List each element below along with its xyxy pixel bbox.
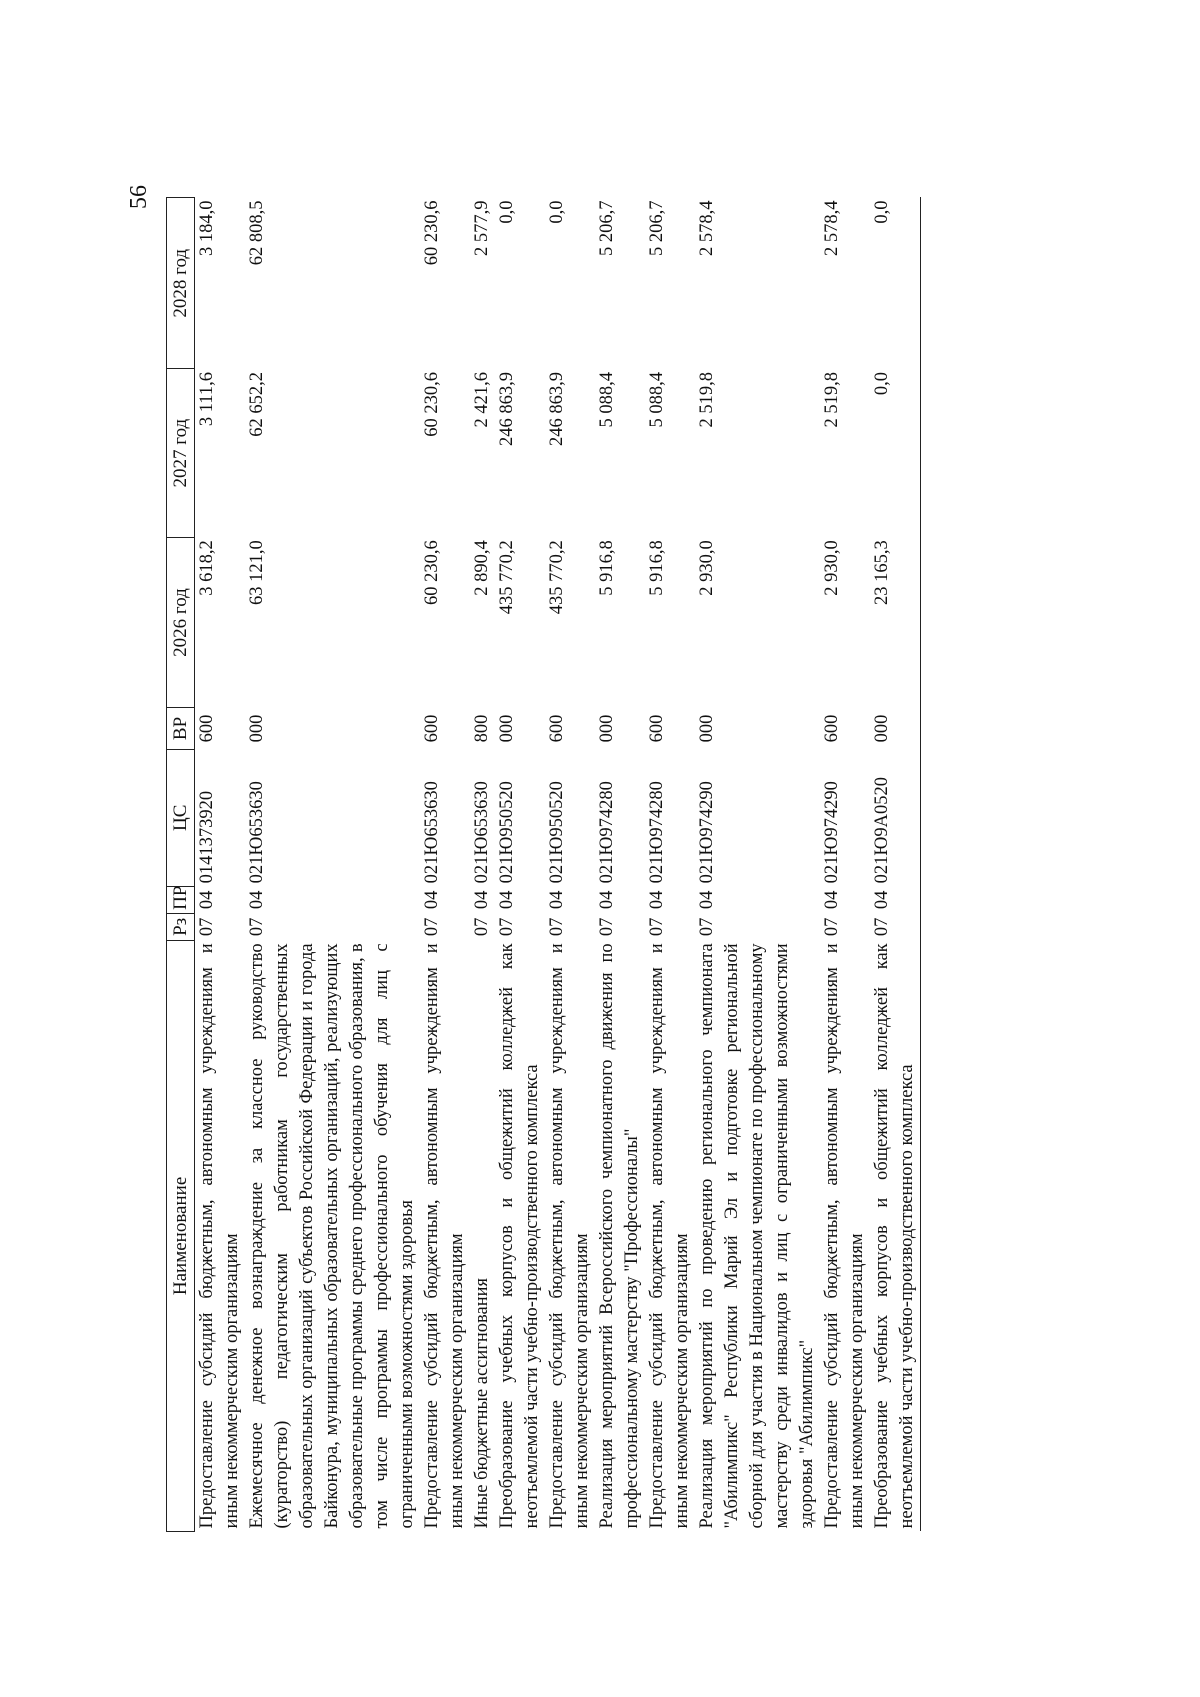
row-pr: 04	[697, 890, 717, 910]
row-2027: 246 863,9	[547, 372, 567, 446]
row-name: Предоставление субсидий бюджетным, автономным учреждениям и иным некоммерческим организациям	[822, 943, 867, 1529]
row-rz: 07	[247, 917, 267, 937]
row-rz: 07	[870, 913, 921, 940]
row-2026: 60 230,6	[422, 540, 442, 606]
row-rz: 07	[597, 917, 617, 937]
row-2027: 3 111,6	[197, 372, 217, 427]
row-2028: 60 230,6	[422, 200, 442, 266]
row-vr: 600	[547, 714, 567, 743]
row-name: Преобразование учебных корпусов и общежитий колледжей как неотъемлемой части учебно-производственного комплекса	[870, 940, 921, 1531]
row-2028: 2 578,4	[697, 200, 717, 256]
row-2027: 60 230,6	[422, 372, 442, 437]
row-cs: 021Ю653630	[422, 781, 442, 884]
row-2026: 2 930,0	[697, 540, 717, 596]
row-vr: 800	[472, 714, 492, 743]
table-row	[495, 198, 545, 1532]
row-pr: 04	[247, 890, 267, 910]
table-row	[420, 198, 470, 1532]
table-row	[870, 198, 921, 1532]
row-2026: 5 916,8	[647, 540, 667, 596]
row-2028: 5 206,7	[647, 200, 667, 256]
row-vr: 000	[597, 714, 617, 743]
budget-table	[166, 197, 921, 1532]
table-row	[645, 198, 695, 1532]
page-number: 56	[126, 185, 152, 209]
row-rz: 07	[822, 917, 842, 937]
row-cs: 021Ю974280	[597, 781, 617, 884]
table-header-row	[167, 198, 195, 1532]
row-pr: 04	[497, 890, 517, 910]
row-cs: 021Ю653630	[247, 781, 267, 884]
header-name: Наименование	[167, 940, 195, 1531]
header-2026: 2026 год	[167, 537, 195, 707]
row-cs: 021Ю974280	[647, 781, 667, 884]
table-row	[695, 198, 820, 1532]
row-2026: 3 618,2	[197, 540, 217, 596]
row-cs: 021Ю9А0520	[870, 749, 921, 886]
header-pr: ПР	[167, 886, 195, 913]
row-2028: 0,0	[870, 198, 921, 370]
table-body	[195, 198, 921, 1532]
row-vr: 600	[197, 714, 217, 743]
row-2026: 63 121,0	[247, 540, 267, 606]
row-cs: 021Ю653630	[472, 781, 492, 884]
row-rz: 07	[497, 917, 517, 937]
row-pr: 04	[822, 890, 842, 910]
row-2028: 2 578,4	[822, 200, 842, 256]
row-vr: 600	[647, 714, 667, 743]
row-2026: 435 770,2	[547, 540, 567, 615]
row-pr: 04	[422, 890, 442, 910]
row-rz: 07	[197, 917, 217, 937]
row-name: Предоставление субсидий бюджетным, автономным учреждениям и иным некоммерческим организациям	[422, 943, 467, 1529]
row-2026: 435 770,2	[497, 540, 517, 615]
row-pr: 04	[547, 890, 567, 910]
row-2026: 2 930,0	[822, 540, 842, 596]
row-cs: 021Ю950520	[547, 781, 567, 884]
row-vr: 000	[247, 714, 267, 743]
header-2028: 2028 год	[167, 198, 195, 370]
table-row	[820, 198, 870, 1532]
row-2028: 62 808,5	[247, 200, 267, 266]
row-name: Реализация мероприятий по проведению регионального чемпионата "Абилимпикс" Республики Марий Эл и подготовке региональной сборной для участия в Национальном чемпионате по профессиональному мастерству среди инвалидов и лиц с ограниченными возможностями здоровья "Абилимпикс"	[697, 943, 817, 1529]
table-row	[595, 198, 645, 1532]
row-pr: 04	[472, 890, 492, 910]
row-vr: 600	[422, 714, 442, 743]
row-2027: 246 863,9	[497, 372, 517, 446]
row-vr: 000	[870, 708, 921, 750]
row-2027: 62 652,2	[247, 372, 267, 437]
row-2026: 23 165,3	[870, 537, 921, 707]
row-2028: 5 206,7	[597, 200, 617, 256]
row-pr: 04	[647, 890, 667, 910]
row-2027: 0,0	[870, 369, 921, 537]
row-name: Предоставление субсидий бюджетным, автономным учреждениям и иным некоммерческим организациям	[647, 943, 692, 1529]
row-name: Предоставление субсидий бюджетным, автономным учреждениям и иным некоммерческим организациям	[197, 943, 242, 1529]
row-2027: 5 088,4	[647, 372, 667, 428]
row-vr: 600	[822, 714, 842, 743]
row-name: Иные бюджетные ассигнования	[472, 1277, 492, 1529]
header-2027: 2027 год	[167, 369, 195, 537]
header-vr: ВР	[167, 708, 195, 750]
row-rz: 07	[547, 917, 567, 937]
row-rz: 07	[697, 917, 717, 937]
row-2028: 0,0	[547, 200, 567, 224]
row-2026: 5 916,8	[597, 540, 617, 596]
row-2026: 2 890,4	[472, 540, 492, 596]
header-rz: Рз	[167, 913, 195, 940]
row-2028: 3 184,0	[197, 200, 217, 256]
row-name: Преобразование учебных корпусов и общежитий колледжей как неотъемлемой части учебно-производственного комплекса	[497, 943, 542, 1529]
row-2028: 0,0	[497, 200, 517, 224]
row-cs: 021Ю950520	[497, 781, 517, 884]
row-2027: 5 088,4	[597, 372, 617, 428]
row-2028: 2 577,9	[472, 200, 492, 256]
row-rz: 07	[422, 917, 442, 937]
header-cs: ЦС	[167, 749, 195, 886]
row-pr: 04	[197, 890, 217, 910]
row-cs: 021Ю974290	[697, 781, 717, 884]
table-row	[195, 198, 246, 1532]
row-name: Ежемесячное денежное вознаграждение за классное руководство (кураторство) педагогическим работникам государственных образовательных организаций субъектов Российской Федерации и города Байконура, муниципальных образовательных организаций, реализующих образовательные программы среднего профессионального образования, в том числе программы профессионального обучения для лиц с ограниченными возможностями здоровья	[247, 943, 417, 1529]
row-pr: 04	[870, 886, 921, 913]
row-cs: 0141373920	[197, 790, 217, 884]
row-2027: 2 519,8	[697, 372, 717, 428]
row-2027: 2 519,8	[822, 372, 842, 428]
row-pr: 04	[597, 890, 617, 910]
row-name: Реализация мероприятий Всероссийского чемпионатного движения по профессиональному мастерству "Профессионалы"	[597, 943, 642, 1529]
row-cs: 021Ю974290	[822, 781, 842, 884]
row-rz: 07	[647, 917, 667, 937]
row-rz: 07	[472, 917, 492, 937]
table-row	[470, 198, 495, 1532]
row-vr: 000	[697, 714, 717, 743]
table-row	[245, 198, 420, 1532]
row-vr: 000	[497, 714, 517, 743]
row-2027: 2 421,6	[472, 372, 492, 428]
table-row	[545, 198, 595, 1532]
row-name: Предоставление субсидий бюджетным, автономным учреждениям и иным некоммерческим организациям	[547, 943, 592, 1529]
